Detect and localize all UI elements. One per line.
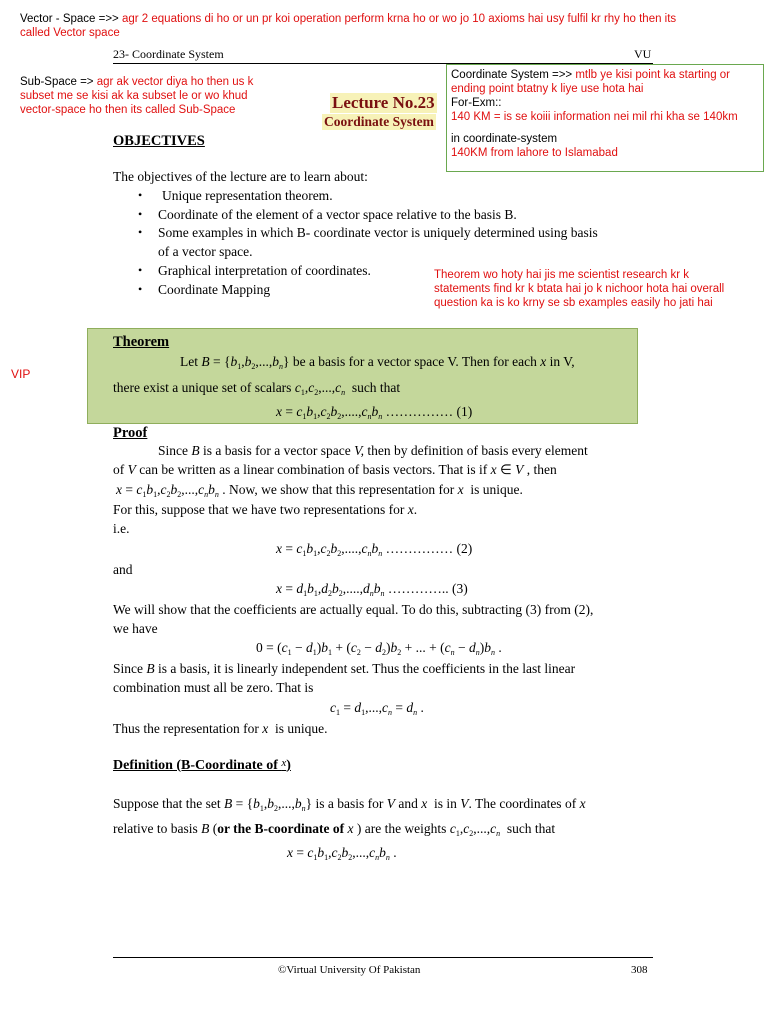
vector-space-text-2: called Vector space [20, 27, 120, 39]
bullet-dot: • [138, 225, 143, 239]
theorem-line-2: there exist a unique set of scalars $c_1,c_2,...,c_n$ such that [113, 380, 401, 397]
proof-line-5: We will show that the coefficients are actually equal. To do this, subtracting (3) from (2), [113, 602, 594, 617]
theorem-equation-1: $x = c_1b_1,c_2b_2,....,c_nb_n$ …………… (1) [276, 404, 473, 421]
definition-line-2: relative to basis B (or the B-coordinate of x ) are the weights $c_1,c_2,...,c_n$ such that [113, 821, 556, 838]
definition-line-1: Suppose that the set $B = \{b_1,b_2,...,b_n\}$ is a basis for V and x is in V. The coordinates of x [113, 796, 586, 813]
theorem-line-1: Let $B = \{b_1,b_2,...,b_n\}$ be a basis for a vector space V. Then for each x in V, [180, 354, 575, 371]
proof-line-3: $x = c_1b_1,c_2b_2,...,c_nb_n$ . Now, we show that this representation for x is unique. [116, 482, 523, 499]
header-right: VU [634, 47, 652, 61]
coordinate-system-note-box: Coordinate System =>> mtlb ye kisi point ka starting or ending point btatny k liye use hota hai For-Exm:: 140 KM = is se koiii information nei mil rhi kha se 140km in coordinate-system 140KM from lahore to Islamabad [446, 64, 764, 172]
proof-and: and [113, 562, 133, 577]
bullet-dot: • [138, 263, 143, 277]
subspace-annotation: Sub-Space => agr ak vector diya ho then us k subset me se kisi ak ka subset le or wo khud vector-space ho then its called Sub-Space [20, 76, 254, 116]
objective-item-3: Some examples in which B- coordinate vector is uniquely determined using basis [158, 225, 598, 240]
proof-line-6: we have [113, 621, 158, 636]
theorem-heading: Theorem [113, 334, 170, 350]
definition-heading: Definition (B-Coordinate of $^x$) [113, 757, 291, 773]
footer-rule [113, 957, 653, 958]
objective-item-1: Unique representation theorem. [162, 188, 333, 203]
proof-line-4: For this, suppose that we have two representations for x. [113, 502, 418, 517]
objective-item-5: Coordinate Mapping [158, 282, 271, 297]
definition-equation: $x = c_1b_1,c_2b_2,...,c_nb_n$ . [287, 845, 397, 862]
proof-equation-5: $c_1 = d_1,...,c_n = d_n$ . [330, 700, 424, 717]
vector-space-annotation [20, 12, 760, 40]
lecture-title: Lecture No.23 [332, 93, 435, 112]
proof-equation-4: $0 = (c_1 - d_1)b_1 + (c_2 - d_2)b_2$ + ... + $(c_n - d_n)b_n$ . [256, 640, 502, 657]
subspace-label: Sub-Space => [20, 76, 97, 88]
objective-item-4: Graphical interpretation of coordinates. [158, 263, 371, 278]
bullet-dot: • [138, 282, 143, 296]
proof-line-9: Thus the representation for x is unique. [113, 721, 328, 736]
bullet-dot: • [138, 207, 143, 221]
proof-line-1: Since B is a basis for a vector space V, then by definition of basis every element [158, 443, 588, 458]
header-left: 23- Coordinate System [113, 47, 224, 61]
proof-line-2: of V can be written as a linear combination of basis vectors. That is if x ∈ V , then [113, 462, 557, 477]
objectives-intro: The objectives of the lecture are to learn about: [113, 169, 368, 184]
proof-heading: Proof [113, 425, 148, 441]
proof-ie: i.e. [113, 521, 130, 536]
vector-space-text: agr 2 equations di ho or un pr koi operation perform krna ho or wo jo 10 axioms hai usy fulfil kr rhy ho then its [121, 13, 677, 25]
bullet-dot: • [138, 188, 143, 202]
proof-equation-3: $x = d_1b_1,d_2b_2,....,d_nb_n$ ………….. (3) [276, 581, 468, 598]
proof-line-8: combination must all be zero. That is [113, 680, 314, 695]
objective-item-3-cont: of a vector space. [158, 244, 253, 259]
proof-equation-2: $x = c_1b_1,c_2b_2,....,c_nb_n$ …………… (2) [276, 541, 473, 558]
proof-line-7: Since B is a basis, it is linearly independent set. Thus the coefficients in the last linear [113, 661, 576, 676]
theorem-annotation: Theorem wo hoty hai jis me scientist research kr k statements find kr k btata hai jo k nichoor hota hai overall question ka is ko krny se sb examples easily ho jati hai [434, 269, 725, 309]
objectives-heading: OBJECTIVES [113, 133, 205, 149]
vector-space-label: Vector - Space =>> [20, 13, 122, 25]
footer-page-number: 308 [631, 964, 648, 976]
footer-copyright: ©Virtual University Of Pakistan [278, 964, 421, 976]
vip-annotation: VIP [11, 367, 31, 381]
objective-item-2: Coordinate of the element of a vector space relative to the basis B. [158, 207, 517, 222]
lecture-subtitle: Coordinate System [324, 114, 434, 129]
